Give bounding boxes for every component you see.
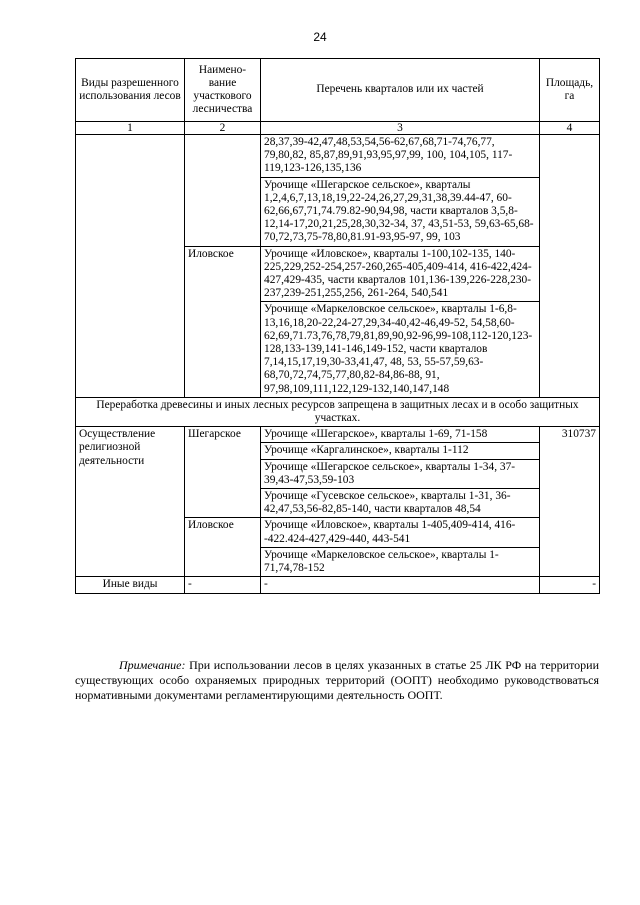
note-label: Примечание:	[119, 658, 186, 672]
section-note-row	[76, 397, 600, 426]
table-row-other	[76, 577, 600, 593]
quarters-cell: Урочище «Каргалинское», кварталы 1-112	[261, 443, 540, 459]
forestry-cell: Иловское	[185, 246, 261, 397]
quarters-cell: Урочище «Шегарское сельское», кварталы 1-34, 37-39,43-47,53,59-103	[261, 459, 540, 488]
quarters-cell: Урочище «Иловское», кварталы 1-405,409-414, 416--422.424-427,429-440, 443-541	[261, 518, 540, 547]
area-cell: -	[540, 577, 600, 593]
quarters-cell: Урочище «Маркеловское сельское», кварталы 1-6,8-13,16,18,20-22,24-27,29,34-40,42-46,49-52, 54,58,60-62,69,71.73,76,78,79,81,89,90,92-96,99-108,112-120,123-128,133-139,141-146,149-152, части кварталов 7,14,15,17,19,30-33,41,47, 48, 53, 55-57,59,63-68,70,72,74,75,77,80,82-84,86-88, 91, 97,98,109,111,122,129-132,140,147,148	[261, 302, 540, 397]
footnote	[75, 658, 599, 703]
column-number: 4	[540, 122, 600, 135]
note-text: При использовании лесов в целях указанных в статье 25 ЛК РФ на территории существующих особо охраняемых природных территорий (ООПТ) необходимо руководствоваться нормативными документами регламентирующими деятельность ООПТ.	[75, 658, 599, 702]
quarters-cell: -	[261, 577, 540, 593]
table-row	[76, 427, 600, 443]
header-use-type: Виды разрешенного использования лесов	[76, 59, 185, 122]
forestry-cell	[185, 135, 261, 247]
table-row	[76, 135, 600, 178]
forestry-cell: Иловское	[185, 518, 261, 577]
column-number: 2	[185, 122, 261, 135]
page-number: 24	[313, 30, 327, 44]
table-header-row	[76, 59, 600, 122]
use-type-cell: Осуществление религиозной деятельности	[76, 427, 185, 577]
forestry-cell: Шегарское	[185, 427, 261, 518]
column-number: 3	[261, 122, 540, 135]
forest-use-table	[75, 58, 600, 594]
quarters-cell: 28,37,39-42,47,48,53,54,56-62,67,68,71-74,76,77, 79,80,82, 85,87,89,91,93,95,97,99, 100, 104,105, 117-119,123-126,135,136	[261, 135, 540, 178]
use-type-cell: Иные виды	[76, 577, 185, 593]
quarters-cell: Урочище «Шегарское», кварталы 1-69, 71-158	[261, 427, 540, 443]
header-area: Площадь, га	[540, 59, 600, 122]
header-forestry: Наимено-вание участкового лесничества	[185, 59, 261, 122]
column-number-row	[76, 122, 600, 135]
header-quarters: Перечень кварталов или их частей	[261, 59, 540, 122]
quarters-cell: Урочище «Маркеловское сельское», кварталы 1-71,74,78-152	[261, 547, 540, 576]
column-number: 1	[76, 122, 185, 135]
use-type-cell	[76, 135, 185, 398]
area-cell: 310737	[540, 427, 600, 577]
area-cell	[540, 135, 600, 398]
quarters-cell: Урочище «Гусевское сельское», кварталы 1-31, 36-42,47,53,56-82,85-140, части кварталов 48,54	[261, 489, 540, 518]
section-note: Переработка древесины и иных лесных ресурсов запрещена в защитных лесах и в особо защитных участках.	[76, 397, 600, 426]
quarters-cell: Урочище «Шегарское сельское», кварталы 1,2,4,6,7,13,18,19,22-24,26,27,29,31,38,39.44-47, 60-62,66,67,71,74.79.82-90,94,98, части кварталов 3,5,8-12,14-17,20,21,25,28,30,32-34, 37, 43,51-53, 59,63-65,68-70,72,73,75-78,80,81.91-93,95-97, 99, 103	[261, 177, 540, 246]
forestry-cell: -	[185, 577, 261, 593]
quarters-cell: Урочище «Иловское», кварталы 1-100,102-135, 140-225,229,252-254,257-260,265-405,409-414, 416-422,424-427,429-435, части кварталов 101,136-139,226-228,230-237,239-251,255,256, 261-264, 540,541	[261, 246, 540, 302]
